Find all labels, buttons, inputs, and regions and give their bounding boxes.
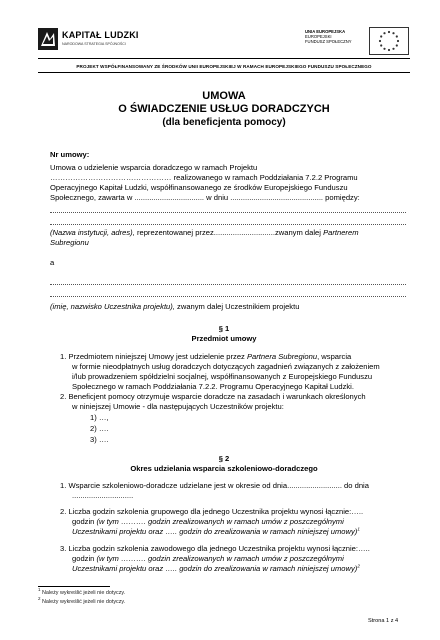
section-1-title: Przedmiot umowy [191,334,257,343]
intro-line-2: ………………………………………… realizowanego w ramach Poddziałania 7.2.2 Programu [50,173,358,182]
section-2-number: § 2 [218,454,230,463]
header-rule-top [38,58,410,59]
conjunction-a: a [50,258,55,267]
party-2-role: zwanym dalej Uczestnikiem projektu [174,302,300,311]
party-1-role-cont: Subregionu [50,238,89,247]
sec2-p2-line3 [72,527,360,536]
kapital-ludzki-logo-icon [38,28,58,50]
sec1-p1-line2: w formie nieodpłatnych usług doradczych dotyczących zagadnień związanych z założeniem [72,362,380,371]
eu-line-3: FUNDUSZ SPOŁECZNY [305,39,352,44]
fill-in-line [50,224,406,225]
participant-item: 2) …. [90,424,109,433]
logo-subtitle: NARODOWA STRATEGIA SPÓJNOŚCI [62,42,126,46]
sec1-p1-line4: Społecznego w ramach Poddziałania 7.2.2. Programu Operacyjnego Kapitał Ludzki. [72,382,354,391]
footnote-ref: 2 [357,563,360,569]
sec2-p3-line2 [72,554,344,563]
header-rule-bottom [38,72,410,73]
intro-line-1: Umowa o udzielenie wsparcia doradczego w ramach Projektu [50,163,258,172]
contract-number-label: Nr umowy: [50,150,90,159]
sec2-p3-line3 [72,564,360,573]
intro-line-3: Operacyjnego Kapitał Ludzki, współfinansowanego ze środków Europejskiego Funduszu [50,183,348,192]
sec1-p1-text: 1. Przedmiotem niniejszej Umowy jest udzielenie przez [60,352,247,361]
title-line-2: O ŚWIADCZENIE USŁUG DORADCZYCH [118,103,330,115]
sec2-p1-line1: 1. Wsparcie szkoleniowo-doradcze udzielane jest w okresie od dnia.......................... do dnia [60,481,369,490]
section-1-number: § 1 [218,324,230,333]
sec2-p3-hours: godzin [72,554,97,563]
footnote-text: Należy wykreślić jeżeli nie dotyczy. [40,590,126,596]
eu-logo [305,27,415,53]
sec1-p2-line2: w niniejszej Umowie - dla następujących Uczestników projektu: [72,402,284,411]
sec1-p2-line1: 2. Beneficjent pomocy otrzymuje wsparcie doradcze na zasadach i warunkach określonych [60,392,366,401]
sec2-p2-line2 [72,517,344,526]
sec2-p2-hours: godzin [72,517,97,526]
footnote-separator [38,586,110,587]
sec2-p3-breakdown: (w tym ………. godzin zrealizowanych w ramach umów z poszczególnymi [96,554,344,563]
sec2-p2-breakdown: (w tym ………. godzin zrealizowanych w ramach umów z poszczególnymi [96,517,344,526]
footnote-text: Należy wykreślić jeżeli nie dotyczy. [40,599,126,605]
section-2-title: Okres udzielania wsparcia szkoleniowo-doradczego [130,464,318,473]
sec2-p2-breakdown-end: Uczestnikami projektu oraz ….. godzin do zrealizowania w ramach niniejszej umowy) [72,527,358,536]
footnote-1 [38,587,126,596]
sec2-p3-line1: 3. Liczba godzin szkolenia zawodowego dla jednego Uczestnika projektu wynosi łącznie:….. [60,544,370,553]
participant-item: 1) …, [90,413,109,422]
party-1-name-hint: (Nazwa instytucji, adres), [50,228,135,237]
sec2-p2-line1: 2. Liczba godzin szkolenia grupowego dla jednego Uczestnika projektu wynosi łącznie:….. [60,507,364,516]
title-umowa: UMOWA [202,90,246,102]
footnote-number: 1 [38,587,41,593]
sec1-p1-text-end: , wsparcia [317,352,352,361]
sec2-p1-line2: ............................. [72,491,134,500]
eu-stars-icon [376,28,402,54]
participant-item: 3) …. [90,435,109,444]
party-2-description [50,302,299,311]
logo-title: KAPITAŁ LUDZKI [62,30,139,40]
eu-logo-text [305,29,367,44]
eu-line-2: EUROPEJSKI [305,34,332,39]
sec1-p1-partner: Partnera Subregionu [246,352,318,361]
eu-line-1: UNIA EUROPEJSKA [305,29,346,34]
footnote-2 [38,596,126,605]
sec1-p1-line1 [60,352,351,361]
footnote-ref: 1 [357,526,360,532]
party-1-description [50,228,359,237]
fill-in-line [50,284,406,285]
footnote-number: 2 [38,596,41,602]
party-2-name-hint: (imię, nazwisko Uczestnika projektu), [50,302,175,311]
party-1-represented: reprezentowanej przez.............................zwanym dalej [134,228,324,237]
title-line-3: (dla beneficjenta pomocy) [162,117,286,128]
fill-in-line [50,212,406,213]
page-number: Strona 1 z 4 [368,618,399,624]
fill-in-line [50,296,406,297]
sec2-p3-breakdown-end: Uczestnikami projektu oraz ….. godzin do zrealizowania w ramach niniejszej umowy) [72,564,358,573]
sec1-p1-line3: i/lub prowadzeniem spółdzielni socjalnej, współfinansowanych z Europejskiego Funduszu [72,372,373,381]
kapital-ludzki-logo [38,28,148,52]
project-cofinancing-line: PROJEKT WSPÓŁFINANSOWANY ZE ŚRODKÓW UNII EUROPEJSKIEJ W RAMACH EUROPEJSKIEGO FUNDUSZU SPOŁECZNEGO [76,64,372,69]
eu-flag-icon [369,27,409,55]
intro-line-4: Społecznego, zawarta w ................................. w dniu ............................................ pomiędzy: [50,193,360,202]
party-1-role: Partnerem [323,228,359,237]
